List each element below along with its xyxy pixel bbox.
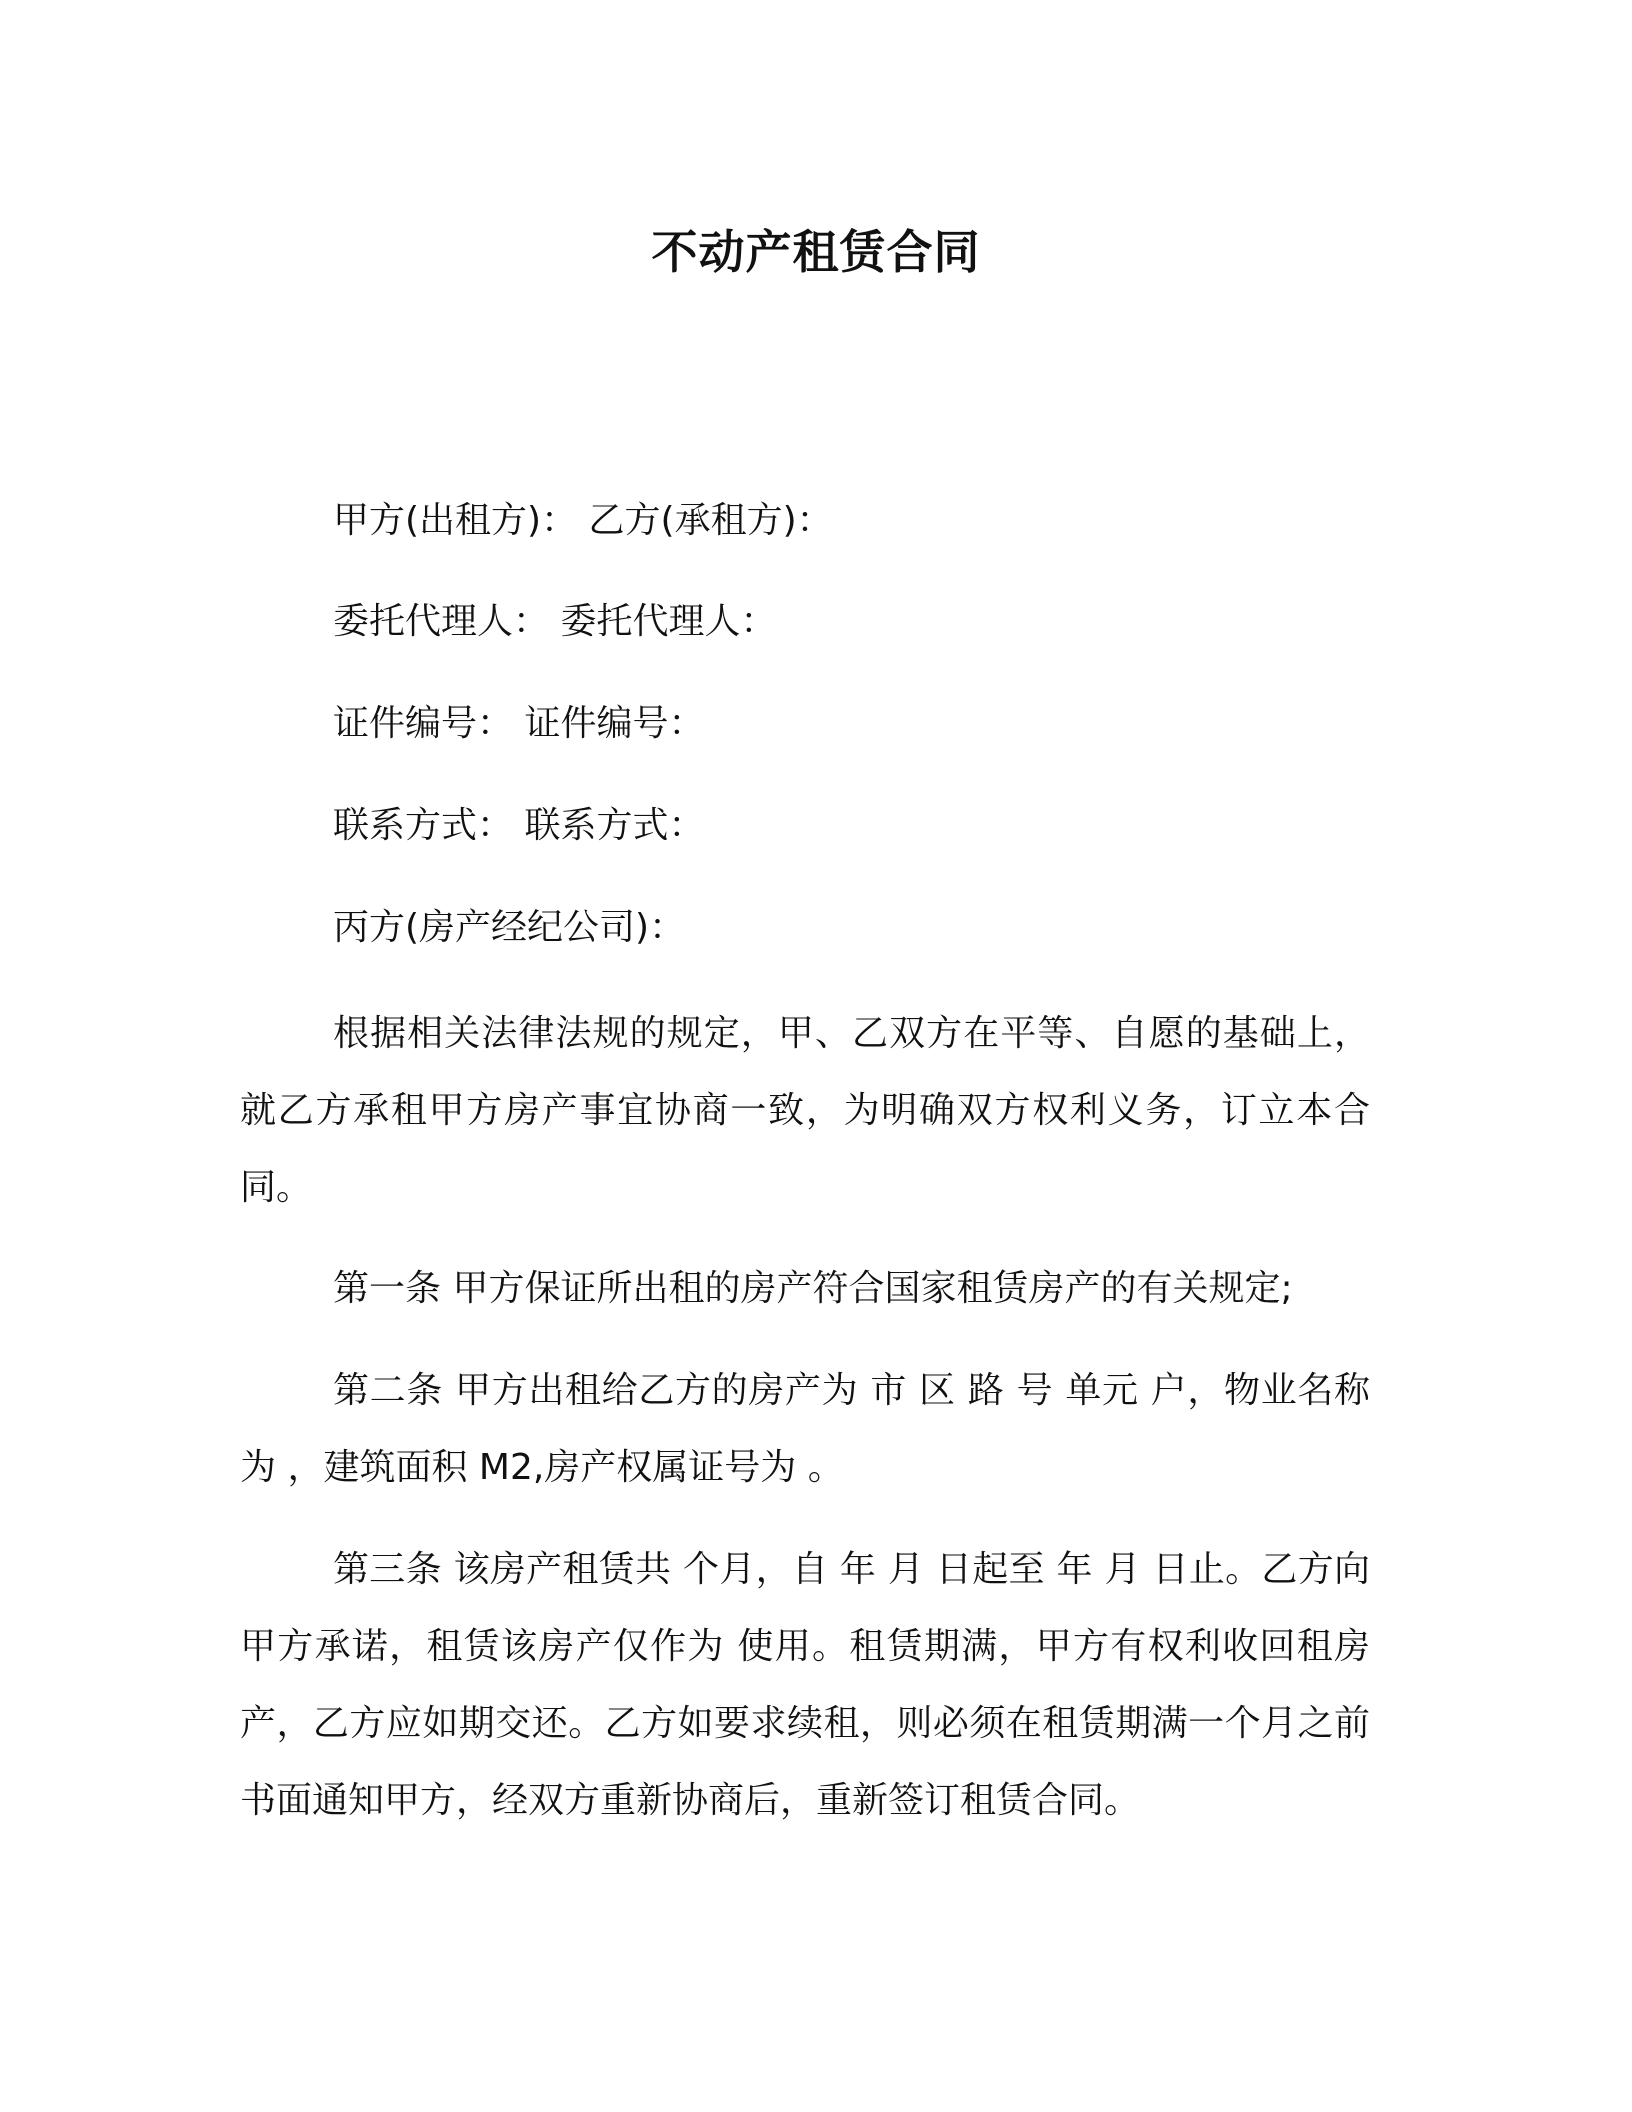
paragraph-article-1: 第一条 甲方保证所出租的房产符合国家租赁房产的有关规定; — [333, 1268, 1293, 1309]
party-line-lessor-lessee: 甲方(出租方)： 乙方(承租方)： — [333, 500, 833, 541]
paragraph-article-2: 第二条 甲方出租给乙方的房产为 市 区 路 号 单元 户，物业名称为 ，建筑面积 M2,房产权属证号为 。 — [240, 1370, 1370, 1488]
paragraph-preamble: 根据相关法律法规的规定，甲、乙双方在平等、自愿的基础上，就乙方承租甲方房产事宜协商一致，为明确双方权利义务，订立本合同。 — [240, 1013, 1370, 1208]
party-line-id-numbers: 证件编号： 证件编号： — [333, 703, 705, 744]
party-line-agents: 委托代理人： 委托代理人： — [333, 601, 777, 642]
document-title: 不动产租赁合同 — [651, 225, 981, 279]
paragraph-article-3: 第三条 该房产租赁共 个月，自 年 月 日起至 年 月 日止。乙方向甲方承诺，租赁该房产仅作为 使用。租赁期满，甲方有权利收回租房产，乙方应如期交还。乙方如要求续租，则必须在租赁期满一个月之前书面通知甲方，经双方重新协商后，重新签订租赁合同。 — [240, 1549, 1370, 1821]
party-line-agency: 丙方(房产经纪公司)： — [333, 907, 686, 948]
party-line-contacts: 联系方式： 联系方式： — [333, 805, 705, 846]
